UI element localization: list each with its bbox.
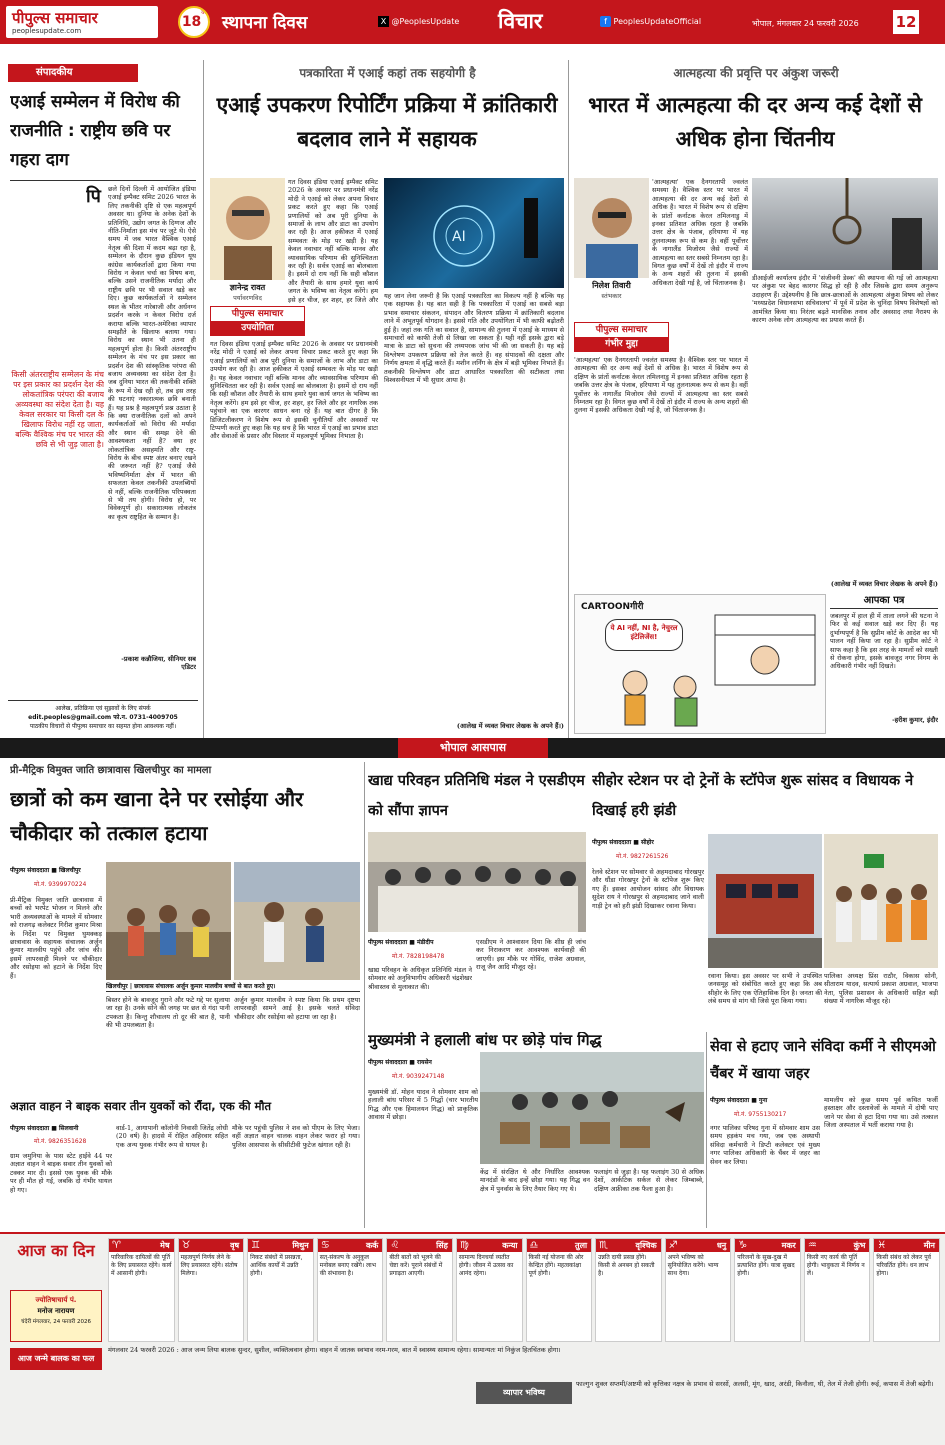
brand-logo: [6, 6, 158, 38]
anniversary-suffix: वां: [201, 9, 207, 16]
birthday-label: आज जन्मे बालक का फल: [10, 1348, 102, 1370]
students-group: [106, 862, 231, 980]
zodiac-icon: ♋: [320, 1240, 330, 1251]
sign-card: [456, 1238, 523, 1342]
local-banner: [0, 738, 945, 758]
facebook-handle[interactable]: [600, 16, 701, 30]
svg-text:AI: AI: [452, 229, 466, 245]
sehore-headline: सीहोर स्टेशन पर दो ट्रेनों के स्टॉपेज शुरू सांसद व विधायक ने दिखाई हरी झंडी: [592, 773, 914, 819]
ai-body-col1b: गत दिवस इंडिया एआई इम्पैक्ट समिट 2026 के अवसर पर प्रधानमंत्री नरेंद्र मोदी ने एआई को लेकर अपना विचार प्रकट करते हुए कहा कि एआई प्रणालियों को अब पूरी दुनिया के समाजों के लाभ और डाटा का उपयोग कर रही है। आज हकीकत में एआई सम्भवतः के मोड़ पर खड़ी है। यह केवल नवाचार नहीं बल्कि मानव और व्यावसायिक परिणाम की सुनिश्चितता कर रही है। सर्वत्र एआई का बोलबाला है। इसमें दो राय नहीं कि सही कौशल और तैयारी के साथ हमारे युवा कार्य जगत के भविष्य का नेतृत्व करेंगे। हम इसे हर चीज, हर शहर, हर जिले और हर नागरिक तक पहुंचाने का एक कारगर साधन बना रहे हैं। यह बात दीगर है कि डिजिटलीकरण ने विशेष रूप से इसकी चुनौतियों और अवसरों पर टिप्पणी करते हुए कहा कि यह सच है कि भारत में एआई का प्रभाव डाटा और सेवाओं के प्रसार और विस्तार में महत्वपूर्ण भूमिका निभाता है।: [210, 340, 378, 441]
vulture-headline: मुख्यमंत्री ने हलाली बांध पर छोड़े पांच गिद्ध: [368, 1032, 602, 1049]
hostel-byline: पीपुल्स संवाददाता ■ खिलचीपुर: [10, 867, 81, 874]
author-portrait-icon: [210, 178, 285, 280]
column-divider-4: [706, 1032, 707, 1228]
event-title: स्थापना दिवस: [222, 13, 308, 33]
transport-headline: खाद्य परिवहन प्रतिनिधि मंडल ने एसडीएम को सौंपा ज्ञापन: [368, 773, 585, 819]
letters-title: आपका पत्र: [830, 594, 938, 609]
ai-author-photo: [210, 178, 285, 280]
hostel-mobile: मो.नं. 9399970224: [34, 881, 87, 888]
sehore-mobile: मो.नं. 9827261526: [616, 853, 669, 860]
letters-signature: -हरीश कुमार, इंदौर: [892, 716, 938, 724]
vulture-col3: केंद्र में संरक्षित थे और निर्धारित आवश्यक मानदंडों के बाद इन्हें छोड़ा गया। यह गिद्ध वन क्षेत्र में पुनर्वास के लिए तैयार किए गए थे।: [480, 1168, 590, 1193]
sign-card: [595, 1238, 662, 1342]
contact-line-1: आलेख, प्रतिक्रिया एवं सुझावों के लिए संपर्क: [55, 705, 151, 712]
sign-name: धनु: [666, 1239, 731, 1252]
vulture-photo: [480, 1052, 704, 1164]
ai-brain-graphic: [384, 178, 564, 288]
sign-text: किसी नए कार्य की पूर्ति होगी। भावुकता में निर्णय न लें।: [806, 1254, 865, 1277]
facebook-text: PeoplesUpdateOfficial: [613, 17, 702, 26]
suicide-section-brand: पीपुल्स समाचार: [595, 325, 648, 335]
sign-card: [734, 1238, 801, 1342]
sign-card: [665, 1238, 732, 1342]
anniversary-badge: [178, 6, 210, 38]
sehore-crowd-photo: [824, 834, 938, 968]
sign-text: किसी नई योजना की ओर केन्द्रित होंगे। महत्वकांक्षा पूर्ण होगी।: [528, 1254, 584, 1277]
birthday-text: मंगलवार 24 फरवरी 2026 : आज जन्म लिया बालक सुन्दर, सुशील, व्यक्तित्ववान होगा। वाहन में जातक स्वभाव नरम-गरम, बात में स्वास्थ्य सामान्य रहेगा। सामान्यतः मां निकुंज हितचिंतक होगा।: [108, 1346, 561, 1354]
anniversary-number: 18: [181, 14, 202, 30]
zodiac-icon: ♒: [807, 1240, 817, 1251]
sehore-col3: पालिका अध्यक्ष प्रिंस राठौर, विकास सोनी, सीताराम यादव, सत्यार्थ प्रकाश अग्रवाल, भाजपा नेता, पुलिस प्रशासन के अधिकारी सहित बड़ी संख्या में नागरिक मौजूद रहे।: [824, 972, 938, 1006]
sign-card: [108, 1238, 175, 1342]
ai-section-brand: पीपुल्स समाचार: [231, 309, 284, 319]
ai-article-photo: [384, 178, 564, 288]
column-divider-3: [364, 762, 365, 1228]
sehore-byline: पीपुल्स संवाददाता ■ सीहोर: [592, 839, 654, 846]
hostel-kicker: प्री-मैट्रिक विमुक्त जाति छात्रावास खिलचीपुर का मामला: [10, 765, 212, 776]
suicide-kicker: आत्महत्या की प्रवृत्ति पर अंकुश जरूरी: [673, 66, 839, 80]
editorial-divider: [10, 180, 196, 181]
sign-name: वृष: [179, 1239, 244, 1252]
editorial-contact: [8, 700, 198, 734]
editorial-tag: [8, 64, 138, 82]
accident-mobile: मो.नं. 9826351628: [34, 1138, 87, 1145]
accident-headline: अज्ञात वाहन ने बाइक सवार तीन युवकों को रौंदा, एक की मौत: [10, 1100, 271, 1113]
column-divider-2: [568, 60, 569, 738]
editorial-headline: एआई सम्मेलन में विरोध की राजनीति : राष्ट्रीय छवि पर गहरा दाग: [10, 92, 180, 170]
ai-section-tag: उपयोगिता: [211, 321, 304, 335]
rope-silhouette: [752, 178, 938, 270]
sign-name: मेष: [109, 1239, 174, 1252]
transport-col1: खाद्य परिवहन के अधिकृत प्रतिनिधि मंडल ने सोमवार को अनुविभागीय अधिकारी चंद्रशेखर श्रीवास्तव से मुलाकात की।: [368, 966, 472, 991]
sign-name: कर्क: [318, 1239, 383, 1252]
train-icon: [708, 834, 822, 968]
sign-text: उन्नति दायी प्रसन्न होंगे। किसी से अनबन हो सकती है।: [598, 1254, 655, 1277]
zodiac-icon: ♓: [877, 1240, 887, 1251]
zodiac-icon: ♏: [599, 1240, 609, 1251]
zodiac-icon: ♈: [112, 1240, 121, 1251]
accident-col2: वार्ड-1, आगापानी कॉलोनी निवासी जितेंद्र लोधी (20 वर्ष) है। हादसे में रोहित अहिरवार सहित एक अन्य युवक गंभीर रूप से घायल है।: [116, 1124, 228, 1149]
sign-text: निकट संबंधों में प्रसन्नता, आर्थिक कार्यों में उन्नति होगी।: [250, 1254, 303, 1277]
twitter-text: @PeoplesUpdate: [391, 17, 460, 26]
vulture-byline: पीपुल्स संवाददाता ■ रायसेन: [368, 1059, 432, 1066]
sign-text: किसी संबंध को लेकर पूर्व परिवर्तित होंगे। धन लाभ होगा।: [876, 1254, 932, 1277]
sign-name: मिथुन: [248, 1239, 313, 1252]
sign-text: सत्-संकल्प के अनुकूल मनोबल बनाए रखेंगे। लाभ की संभावना है।: [319, 1254, 376, 1277]
sign-card: [178, 1238, 245, 1342]
editorial-author: -प्रकाश कन्नौजिया, सीनियर सब एडिटर: [121, 655, 196, 672]
sign-text: महत्वपूर्ण निर्णय लेने के लिए प्रयासरत रहेंगे। संतोष मिलेगा।: [180, 1254, 238, 1277]
local-banner-label: भोपाल आसपास: [398, 738, 548, 758]
suicide-headline: भारत में आत्महत्या की दर अन्य कई देशों से अधिक होना चिंतनीय: [588, 93, 922, 151]
guna-col1: नगर पालिका परिषद गुना में सोमवार शाम उस समय हड़कंप मच गया, जब एक अस्थायी संविदा कर्मचारी ने डिप्टी कलेक्टर एवं मुख्य नगर पालिका अधिकारी के चैंबर में जहर का सेवन कर लिया।: [710, 1124, 820, 1166]
crowd-icon: [824, 834, 938, 968]
contact-email[interactable]: edit.peoples@gmail.com फो.न. 0731-4009705: [28, 714, 178, 721]
sehore-col2: रवाना किया। इस अवसर पर सभी ने उपस्थित जनसमूह को संबोधित करते हुए कहा कि अब सीहोर के लिए एक ऐतिहासिक दिन है। जनता की लंबे समय से मांग थी जिसे पूरा किया गया।: [708, 972, 822, 1006]
transport-byline: पीपुल्स संवाददाता ■ मंडीदीप: [368, 939, 434, 946]
signs-container: [108, 1238, 940, 1342]
staff-group: [234, 862, 360, 980]
sign-card: [873, 1238, 940, 1342]
guna-headline: सेवा से हटाए जाने संविदा कर्मी ने सीएमओ चैंबर में खाया जहर: [710, 1039, 936, 1082]
zodiac-icon: ♎: [529, 1240, 539, 1251]
hostel-headline: छात्रों को कम खाना देने पर रसोईया और चौकीदार को तत्काल हटाया: [10, 787, 304, 845]
x-icon: X: [378, 16, 389, 27]
delegation-photo: [368, 832, 586, 932]
sign-card: [386, 1238, 453, 1342]
suicide-body-col1: 'आत्महत्या' एक दैनगरतापी ज्वलंत समस्या है। वैश्विक स्तर पर भारत में आत्महत्या की दर अन्य कई देशों से अधिक है। भारत में विशेष रूप से दक्षिण के प्रांतों कर्नाटक केरल तमिलनाडु में इनका प्रतिशत अधिक रहता है जबकि उत्तर क्षेत्र के पंजाब, हरियाणा में यह तुलनात्मक रूप से कम है। वहीं पूर्वोत्तर के नागालैंड मिजोरम जैसे राज्यों में आत्महत्या का स्तर सबसे निम्नतम रहा है। विगत कुछ वर्षों में देखें तो इंदौर में राज्य के अन्य शहरों की तुलना में इसकी अधिकता देखी गई है, जो चिंताजनक है।: [652, 178, 748, 287]
transport-mobile: मो.नं. 7828198478: [392, 953, 445, 960]
letters-box: [830, 594, 938, 734]
accident-col1: ग्राम जमुनिया के पास स्टेट हाईवे 44 पर अज्ञात वाहन ने बाइक सवार तीन युवकों को टक्कर मार दी। इससे एक युवक की मौके पर ही मौत हो गई, जबकि दो गंभीर घायल हो गए।: [10, 1152, 112, 1194]
suicide-body-col2: डीआईजी कार्यालय इंदौर में 'संजीवनी डेस्क' की स्थापना की गई जो आत्महत्या पर अंकुश पर बेहद कारगर सिद्ध हो रही है और जिसके द्वारा समय अनुरूप उदाहरण हैं। उद्देश्यनीय है कि छात्र-छात्राओं के आत्महत्या अंकुश विषय को लेकर 'मध्यप्रदेश विधानसभा सचिवालय' में पूर्व में प्रदेश के चुनिंदा विषय विशेषज्ञों को आमंत्रित किया था। निरंतर बढ़ते मानसिक तनाव और अवसाद तथा नैराश्य के कारण अनेक लोग आत्महत्या का प्रयास करते हैं।: [752, 274, 938, 325]
zodiac-icon: ♍: [459, 1240, 469, 1251]
guna-mobile: मो.नं. 9755130217: [734, 1111, 787, 1118]
editorial-body: छले दिनों दिल्ली में आयोजित इंडिया एआई इम्पैक्ट समिट 2026 भारत के लिए तकनीकी दृष्टि से एक महत्वपूर्ण अवसर था। दुनिया के अनेक देशों के प्रतिनिधि, उद्योग जगत के दिग्गज और नीति-निर्माता इस मंच पर जुटे थे। ऐसे समय में जब भारत वैश्विक एआई नेतृत्व की दिशा में कदम बढ़ा रहा है, सम्मेलन के दौरान कुछ इंडियन यूथ कांग्रेस कार्यकर्ताओं द्वारा किया गया विरोध न केवल चर्चा का विषय बना, बल्कि उसने राजनीतिक मर्यादा और राष्ट्रीय छवि पर भी सवाल खड़े कर दिए। कुछ कार्यकर्ताओं ने सम्मेलन स्थल के भीतर नारेबाजी और अर्धनग्न प्रदर्शन करके न केवल विरोध दर्ज कराया बल्कि भारत-अमेरिका व्यापार समझौते के खिलाफ बताया गया। विरोध का स्थान भी उतना ही महत्वपूर्ण होता है। किसी अंतरराष्ट्रीय सम्मेलन के मंच पर इस प्रकार का प्रदर्शन देश की सांस्कृतिक परंपरा की बजाय अव्यवस्था का संदेश देता है। जब दुनिया भारत की तकनीकी शक्ति के रूप में देख रही हो, तब इस तरह की घटनाएं नकारात्मक छवि बनाती हैं। यह प्रश्न है महत्वपूर्ण प्रश्न उठाता है कि क्या राजनीतिक दलों को अपने कार्यकर्ताओं को विरोध की मर्यादा और स्थान की समझ देने की आवश्यकता नहीं है? क्या हर लोकतांत्रिक असहमति और राष्ट्र-विरोध के बीच स्पष्ट अंतर बनाए रखने की जरूरत नहीं है? एआई जैसे भविष्यनिर्माता क्षेत्र में भारत की सफलता केवल तकनीकी उपलब्धियों से नहीं, बल्कि राजनीतिक परिपक्वता से भी तय होगी। विरोध हो, पर विवेकपूर्ण हो। सकारात्मक लोकतंत्र का कृत्य राष्ट्रहित के सम्मान है।: [108, 185, 196, 521]
hostel-body-col3: अर्जुन कुमार मालवीय ने स्पष्ट किया कि प्रथम दृष्टया लापरवाही सामने आई है। इसके चलते संविदा चौकीदार और रसोईया को हटाया जा रहा है।: [234, 996, 360, 1021]
ai-body-col1: गत दिवस इंडिया एआई इम्पैक्ट समिट 2026 के अवसर पर प्रधानमंत्री नरेंद्र मोदी ने एआई को लेकर अपना विचार प्रकट करते हुए कहा कि एआई प्रणालियों को अब पूरी दुनिया के समाजों के लाभ और डाटा का उपयोग कर रही है। आज हकीकत में एआई सम्भवतः के मोड़ पर खड़ी है। यह केवल नवाचार नहीं बल्कि मानव और व्यावसायिक परिणाम की सुनिश्चितता कर रही है। सर्वत्र एआई का बोलबाला है। इसमें दो राय नहीं कि सही कौशल और तैयारी के साथ हमारे युवा कार्य जगत के भविष्य का नेतृत्व करेंगे। हम इसे हर चीज, हर शहर, हर जिले और: [288, 178, 378, 303]
hostel-body-col2: बिस्तर होने के बावजूद गुराने और फटे गद्दे पर सुलाया जा रहा है। उनके सोने की जगह पर छत से गंदा पानी टपकता है। किन्तु शौचालय तो दूर की बात है, पानी की भी उपलब्धता है।: [106, 996, 230, 1030]
ai-section-box: [210, 306, 305, 336]
author-portrait-icon: [574, 178, 649, 278]
ai-author-role: पर्यावरणविद: [233, 294, 262, 302]
accident-col3: मौके पर पहुंची पुलिस ने शव को पीएम के लिए भेजा। वहीं अज्ञात वाहन चालक वाहन लेकर फरार हो गया। पुलिस आसपास के सीसीटीवी फुटेज खंगाल रही है।: [232, 1124, 360, 1149]
sign-card: [804, 1238, 871, 1342]
sign-name: मकर: [735, 1239, 800, 1252]
guna-byline: पीपुल्स संवाददाता ■ गुना: [710, 1097, 768, 1104]
business-text: फाल्गुन शुक्ल सप्तमी/अष्टमी को कृत्तिका नक्षत्र के प्रभाव से सरसों, अलसी, मूंग, खाद, अरंडी, किनौला, घी, तेल में तेजी होगी। रूई, कपास में तेजी बढ़ेगी।: [576, 1380, 934, 1388]
signs-grid: [108, 1238, 940, 1342]
suicide-note: (आलेख में व्यक्त विचार लेखक के अपने हैं।): [830, 580, 938, 588]
sign-name: कन्या: [457, 1239, 522, 1252]
sign-text: परिजनों के सुख-दुख में प्रत्याशित होंगे। यात्रा सुखद होगी।: [737, 1254, 795, 1277]
sign-text: अपने भविष्य को सुनियोजित करेंगे। भाग्य साथ देगा।: [667, 1254, 719, 1277]
sign-name: सिंह: [387, 1239, 452, 1252]
sign-card: [247, 1238, 314, 1342]
ai-kicker: पत्रकारिता में एआई कहां तक सहयोगी है: [299, 66, 476, 80]
sign-name: वृश्चिक: [596, 1239, 661, 1252]
astrologer-label: ज्योतिषाचार्य पं.: [35, 1296, 77, 1304]
zodiac-icon: ♊: [251, 1240, 261, 1251]
horoscope-title: आज का दिन: [17, 1241, 95, 1260]
vulture-col4: फलाइंग से जुड़ा है। यह फलाइंग 30 से अधिक देशों, आर्कटिक सर्कल से लेकर जिम्बाब्वे, दक्षिण अफ्रीका तक फैला हुआ है।: [594, 1168, 704, 1193]
zodiac-icon: ♐: [668, 1240, 678, 1251]
brand-name: पीपुल्स समाचार: [12, 9, 98, 27]
sign-text: सामान्य दिनचर्या व्यतीत होगी। जीवन में उत्सव का आनंद रहेगा।: [458, 1254, 514, 1277]
astrologer-place: चंदेरी मंगलवार, 24 फरवरी 2026: [21, 1319, 91, 1325]
dateline: भोपाल, मंगलवार 24 फरवरी 2026: [752, 19, 859, 28]
page-number: 12: [895, 13, 917, 31]
zodiac-icon: ♑: [738, 1240, 748, 1251]
facebook-icon: f: [600, 16, 611, 27]
hostel-photo-1: [106, 862, 231, 980]
hostel-caption: खिलचीपुर | छात्रावास संचालक अर्जुन कुमार मालवीय बच्चों से बात करते हुए।: [106, 982, 360, 992]
cartoon-bubble: ये AI नहीं, NI है, नेचुरल इंटेलिजेंस!: [605, 619, 683, 651]
column-divider-1: [203, 60, 204, 738]
suicide-author-role: स्तंभकार: [601, 292, 622, 300]
suicide-author-photo: [574, 178, 649, 278]
astrologer-box: [10, 1290, 102, 1342]
page-number-box: [893, 10, 919, 34]
sehore-train-photo: [708, 834, 822, 968]
hostel-body: प्री-मैट्रिक विमुक्त जाति छात्रावास में बच्चों को भरपेट भोजन न मिलने और भारी अव्यवस्थाओं के मामले में सोमवार को राजगढ़ कलेक्टर गिरीश कुमार मिश्रा के निर्देश पर विमुक्त घुमक्कड़ छात्रावास के सहायक संचालक अर्जुन कुमार मालवीय पहुंचे और जांच की। इसमें लापरवाही मिलने पर चौकीदार और रसोइया को हटाने के निर्देश दिए हैं।: [10, 896, 102, 980]
ai-note: (आलेख में व्यक्त विचार लेखक के अपने हैं।): [456, 722, 564, 730]
zodiac-icon: ♉: [181, 1240, 191, 1251]
vulture-col1: मुख्यमंत्री डॉ. मोहन यादव ने सोमवार शाम को हलाली बांध परिसर में 5 गिद्धों (चार भारतीय गिद्ध और एक हिमालयन गिद्ध) को प्राकृतिक आवास में छोड़ा।: [368, 1088, 478, 1122]
twitter-handle[interactable]: [378, 16, 459, 30]
transport-photo: [368, 832, 586, 932]
masthead: [0, 0, 945, 44]
vulture-release-photo: [480, 1052, 704, 1164]
transport-col2: एसडीएम ने आश्वासन दिया कि शीघ्र ही जांच कर निराकरण कर आवश्यक कार्यवाही की जाएगी। इस मौके पर गोविंद, राजेश अग्रवाल, राजू जैन आदि मौजूद रहे।: [476, 938, 586, 972]
sign-text: बीती बातों को भूलने की चेष्टा करें। पूराने संबंधों में प्रगाढ़ता आएगी।: [389, 1254, 443, 1277]
suicide-photo: [752, 178, 938, 270]
ai-author-name: ज्ञानेन्द्र रावत: [229, 283, 266, 292]
sign-name: मीन: [874, 1239, 939, 1252]
cartoon-box: [574, 594, 826, 734]
horoscope-section: [0, 1232, 945, 1445]
guna-col2: मामलीय को कुछ समय पूर्व कथित फर्जी हस्ताक्षर और दस्तावेजों के मामले में दोषी पाए जाने पर सेवा से हटा दिया गया था। उसे तत्काल जिला अस्पताल में भर्ती कराया गया है।: [824, 1096, 938, 1130]
sign-card: [317, 1238, 384, 1342]
cartoon-label: CARTOONगीरी: [581, 602, 644, 612]
accident-byline: पीपुल्स संवाददाता ■ सिलवानी: [10, 1125, 79, 1132]
astrologer-name: मनोज नारायण: [37, 1307, 75, 1315]
sign-name: कुंभ: [805, 1239, 870, 1252]
section-title: विचार: [498, 9, 543, 33]
vulture-mobile: मो.नं. 9039247148: [392, 1073, 445, 1080]
sehore-col1: रेलवे स्टेशन पर सोमवार से अहमदाबाद गोरखपुर और धौंडा गोरखपुर ट्रेनों के स्टॉपेज शुरू किए गए हैं। इसका आयोजन सांसद और विधायक सुदेश राय ने गोरखपुर से अहमदाबाद जाने वाली गाड़ी ट्रेन को हरी झंडी दिखाकर रवाना किया।: [592, 868, 704, 910]
sign-text: पारिवारिक दायित्वों की पूर्ति के लिए प्रयासरत रहेंगे। कार्य में आसानी होगी।: [111, 1254, 172, 1277]
horoscope-title-box: [10, 1240, 102, 1286]
editorial-pullquote: किसी अंतरराष्ट्रीय सम्मेलन के मंच पर इस प्रकार का प्रदर्शन देश की लोकतांत्रिक परंपरा की बजाय अव्यवस्था का संदेश देता है। यह केवल सरकार या किसी दल के खिलाफ विरोध नहीं रह जाता, बल्कि वैश्विक मंच पर भारत की छवि से भी जुड़ जाता है।: [11, 370, 104, 449]
disclaimer: पाठकीय विचारों से पीपुल्स समाचार का सहमत होना आवश्यक नहीं।: [29, 723, 177, 730]
business-label: व्यापार भविष्य: [476, 1382, 572, 1404]
suicide-section-tag: गंभीर मुद्दा: [575, 337, 668, 351]
sign-card: [526, 1238, 593, 1342]
letters-body: जबलपुर में हाल ही में ताला लगने की घटना ने फिर से कई सवाल खड़े कर दिए हैं। यह दुर्भाग्यपूर्ण है कि सुप्रीम कोर्ट के आदेश का भी पालन नहीं किया जा रहा है। सुप्रीम कोर्ट ने साफ कहा है कि इस तरह के मामलों को सख्ती से रोकना होगा, इसके बावजूद नगर निगम के अधिकारी गंभीर नहीं दिखते।: [830, 612, 938, 671]
website: peoplesupdate.com: [12, 27, 82, 35]
editorial-dropcap: पि: [86, 186, 101, 206]
cartoon-drawing: [575, 595, 826, 734]
suicide-author-name: निलेश तिवारी: [592, 281, 631, 290]
sign-name: तुला: [527, 1239, 592, 1252]
zodiac-icon: ♌: [390, 1240, 400, 1251]
ai-headline: एआई उपकरण रिपोर्टिंग प्रक्रिया में क्रांतिकारी बदलाव लाने में सहायक: [216, 93, 558, 151]
hostel-photo-2: [234, 862, 360, 980]
ai-body-col2: यह जान लेना जरूरी है कि एआई पत्रकारिता का विकल्प नहीं है बल्कि यह एक सहायक है। यह बात सही है कि पत्रकारिता में एआई का सबसे बड़ा प्रभाव समाचार संकलन, संपादन और वितरण प्रक्रिया में क्रांतिकारी बदलाव लाने में अभूतपूर्व योगदान है। इससे गति और उपयोगिता में भी काफी बढ़ोतरी हुई है। जहां तक गति का सवाल है, सामान्य की तुलना में एआई के माध्यम से समाचारों को काफी तेजी से लिखा जा सकता है। यही नहीं इसके द्वारा बड़े मात्रा के डाटा को सुचना की तथ्यपरक जांच भी की जा सकती है। यह बड़े विश्लेषण उपकरण प्रक्रिया को तेज करते हैं। वह संपादकों की दक्षता और निर्णय क्षमता में वृद्धि करते हैं। मशीन लर्निंग के क्षेत्र में बड़ी भूमिका निभाते हैं। तकनीकी विश्लेषण और डाटा आधारित पत्रकारिता की सटीकता तथा विश्वसनीयता में भी सुधार आया है।: [384, 292, 564, 385]
suicide-body-col1b: 'आत्महत्या' एक दैनगरतापी ज्वलंत समस्या है। वैश्विक स्तर पर भारत में आत्महत्या की दर अन्य कई देशों से अधिक है। भारत में विशेष रूप से दक्षिण के प्रांतों कर्नाटक केरल तमिलनाडु में इनका प्रतिशत अधिक रहता है जबकि उत्तर क्षेत्र के पंजाब, हरियाणा में यह तुलनात्मक रूप से कम है। वहीं पूर्वोत्तर के नागालैंड मिजोरम जैसे राज्यों में आत्महत्या का स्तर सबसे निम्नतम रहा है। विगत कुछ वर्षों में देखें तो इंदौर में राज्य के अन्य शहरों की तुलना में इसकी अधिकता देखी गई है, जो चिंताजनक है।: [574, 356, 748, 415]
editorial-tag-label: संपादकीय: [36, 67, 73, 78]
